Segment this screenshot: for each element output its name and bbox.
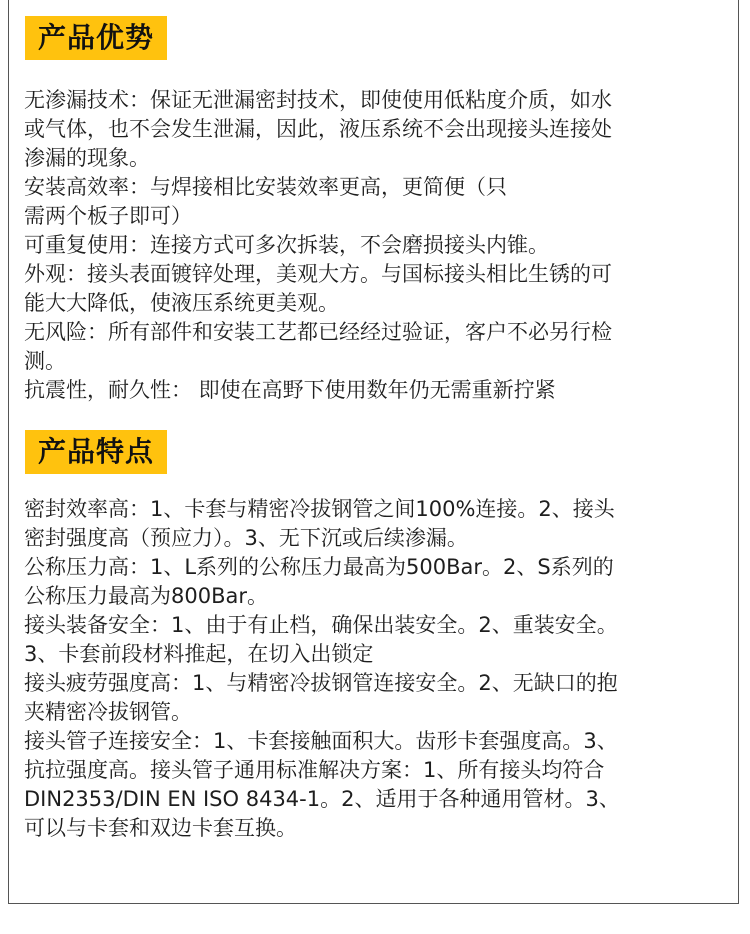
advantages-line: 抗震性，耐久性： 即使在高野下使用数年仍无需重新拧紧 xyxy=(24,378,556,402)
advantages-text-block xyxy=(24,86,714,405)
advantages-line: 安装高效率：与焊接相比安装效率更高，更简便（只 xyxy=(24,175,507,199)
features-line: 抗拉强度高。接头管子通用标准解决方案：1、所有接头均符合 xyxy=(24,758,605,782)
features-text-block xyxy=(24,495,714,843)
advantages-line: 无风险：所有部件和安装工艺都已经经过验证，客户不必另行检 xyxy=(24,320,612,344)
features-line: 接头管子连接安全：1、卡套接触面积大。齿形卡套强度高。3、 xyxy=(24,729,618,753)
advantages-line: 渗漏的现象。 xyxy=(24,146,150,170)
features-line: 接头装备安全：1、由于有止档，确保出装安全。2、重装安全。 xyxy=(24,613,618,637)
advantages-line: 测。 xyxy=(24,349,66,373)
features-line: DIN2353/DIN EN ISO 8434-1。2、适用于各种通用管材。3、 xyxy=(24,787,620,811)
advantages-line: 可重复使用：连接方式可多次拆装，不会磨损接头内锥。 xyxy=(24,233,549,257)
features-line: 密封强度高（预应力）。3、无下沉或后续渗漏。 xyxy=(24,526,468,550)
advantages-line: 能大大降低，使液压系统更美观。 xyxy=(24,291,339,315)
advantages-line: 或气体，也不会发生泄漏，因此，液压系统不会出现接头连接处 xyxy=(24,117,612,141)
advantages-line: 无渗漏技术：保证无泄漏密封技术，即使使用低粘度介质，如水 xyxy=(24,88,612,112)
features-line: 公称压力最高为800Bar。 xyxy=(24,584,268,608)
advantages-line: 需两个板子即可） xyxy=(24,204,192,228)
features-line: 公称压力高：1、L系列的公称压力最高为500Bar。2、S系列的 xyxy=(24,555,614,579)
features-line: 夹精密冷拔钢管。 xyxy=(24,700,192,724)
advantages-line: 外观：接头表面镀锌处理，美观大方。与国标接头相比生锈的可 xyxy=(24,262,612,286)
features-line: 可以与卡套和双边卡套互换。 xyxy=(24,816,297,840)
features-line: 密封效率高：1、卡套与精密冷拔钢管之间100%连接。2、接头 xyxy=(24,497,615,521)
section-title-features: 产品特点 xyxy=(25,430,167,474)
features-line: 接头疲劳强度高：1、与精密冷拔钢管连接安全。2、无缺口的抱 xyxy=(24,671,618,695)
features-line: 3、卡套前段材料推起，在切入出锁定 xyxy=(24,642,374,666)
section-title-advantages: 产品优势 xyxy=(25,16,167,60)
